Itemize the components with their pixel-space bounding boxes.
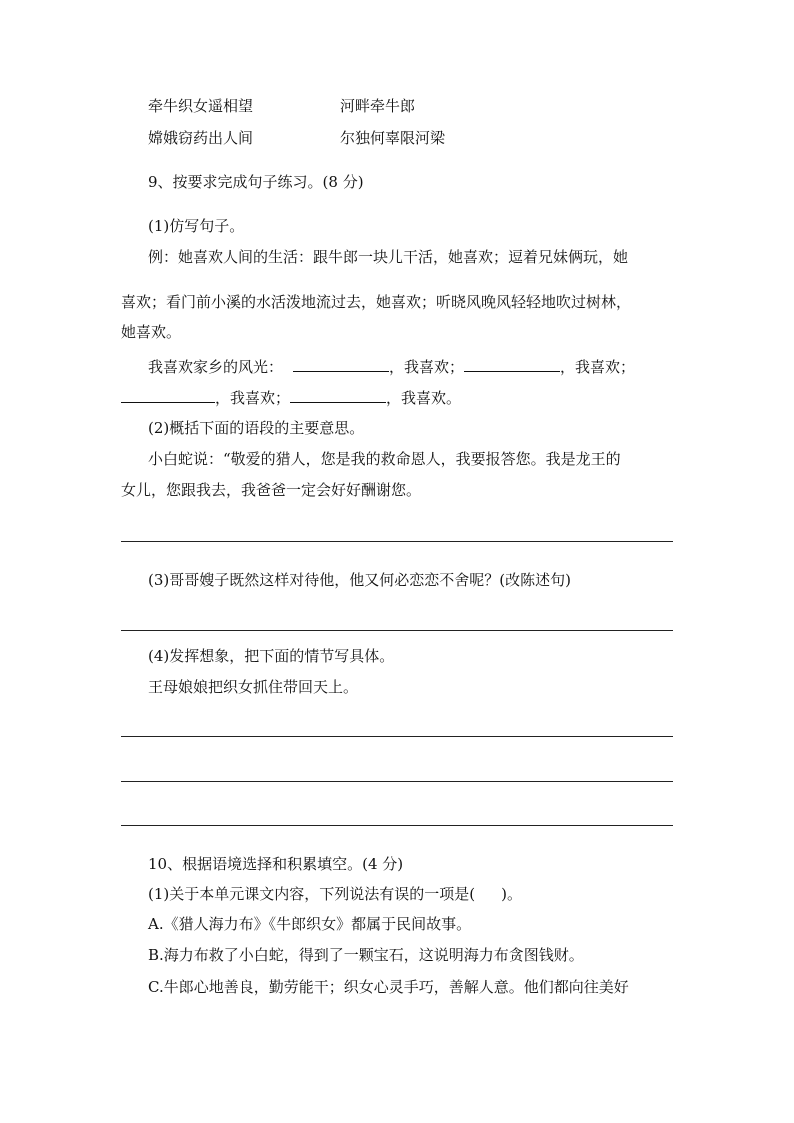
poem-line-1-right: 河畔牵牛郎 (340, 97, 416, 115)
poem-line-2-left: 嫦娥窃药出人间 (148, 129, 254, 147)
q9-sub2-title: (2)概括下面的语段的主要意思。 (148, 419, 365, 437)
fill-blank-3[interactable] (121, 386, 215, 403)
answer-line-sub3[interactable] (121, 630, 673, 631)
q9-fill-suffix-2: ，我喜欢； (560, 358, 636, 376)
question-9-title: 9、按要求完成句子练习。(8 分) (148, 173, 364, 191)
q9-sub1-title: (1)仿写句子。 (148, 217, 245, 235)
poem-line-1-left: 牵牛织女遥相望 (148, 97, 254, 115)
q9-fill-suffix-1: ，我喜欢； (389, 358, 465, 376)
answer-line-sub4-2[interactable] (121, 781, 673, 782)
q10-sub1-title-after: )。 (501, 885, 522, 903)
answer-line-sub4-3[interactable] (121, 825, 673, 826)
q9-example-line-2: 喜欢；看门前小溪的水活泼地流过去，她喜欢；听晓风晚风轻轻地吹过树林， (121, 293, 632, 311)
q9-fill-end: ，我喜欢。 (386, 389, 462, 407)
poem-line-2-right: 尔独何辜限河梁 (340, 129, 446, 147)
q9-sub4-text: 王母娘娘把织女抓住带回天上。 (148, 678, 359, 696)
q9-example-line-1: 例：她喜欢人间的生活：跟牛郎一块儿干活，她喜欢；逗着兄妹俩玩，她 (148, 248, 629, 266)
fill-blank-1[interactable] (293, 355, 389, 372)
fill-blank-2[interactable] (464, 355, 560, 372)
answer-line-sub2[interactable] (121, 541, 673, 542)
q10-option-b: B.海力布救了小白蛇，得到了一颗宝石，这说明海力布贪图钱财。 (148, 946, 584, 964)
q9-fill-row-1 (148, 355, 635, 377)
q9-fill-row-2 (121, 386, 461, 408)
q9-sub4-title: (4)发挥想象，把下面的情节写具体。 (148, 647, 395, 665)
question-10-title: 10、根据语境选择和积累填空。(4 分) (148, 855, 404, 873)
q10-option-a: A.《猎人海力布》《牛郎织女》都属于民间故事。 (148, 915, 472, 933)
fill-blank-4[interactable] (290, 386, 386, 403)
q9-fill-suffix-3: ，我喜欢； (215, 389, 291, 407)
q9-passage-line-2: 女儿，您跟我去，我爸爸一定会好好酬谢您。 (121, 481, 422, 499)
answer-line-sub4-1[interactable] (121, 736, 673, 737)
q10-sub1-title-before: (1)关于本单元课文内容，下列说法有误的一项是( (148, 885, 476, 903)
q9-sub3-title: (3)哥哥嫂子既然这样对待他，他又何必恋恋不舍呢？(改陈述句) (148, 571, 571, 589)
q9-passage-line-1: 小白蛇说：“敬爱的猎人，您是我的救命恩人，我要报答您。我是龙王的 (148, 450, 621, 468)
q9-example-line-3: 她喜欢。 (121, 323, 182, 341)
q10-sub1-title (148, 884, 522, 904)
q10-option-c: C.牛郎心地善良，勤劳能干；织女心灵手巧，善解人意。他们都向往美好 (148, 978, 629, 996)
q9-fill-prefix: 我喜欢家乡的风光： (148, 358, 284, 376)
